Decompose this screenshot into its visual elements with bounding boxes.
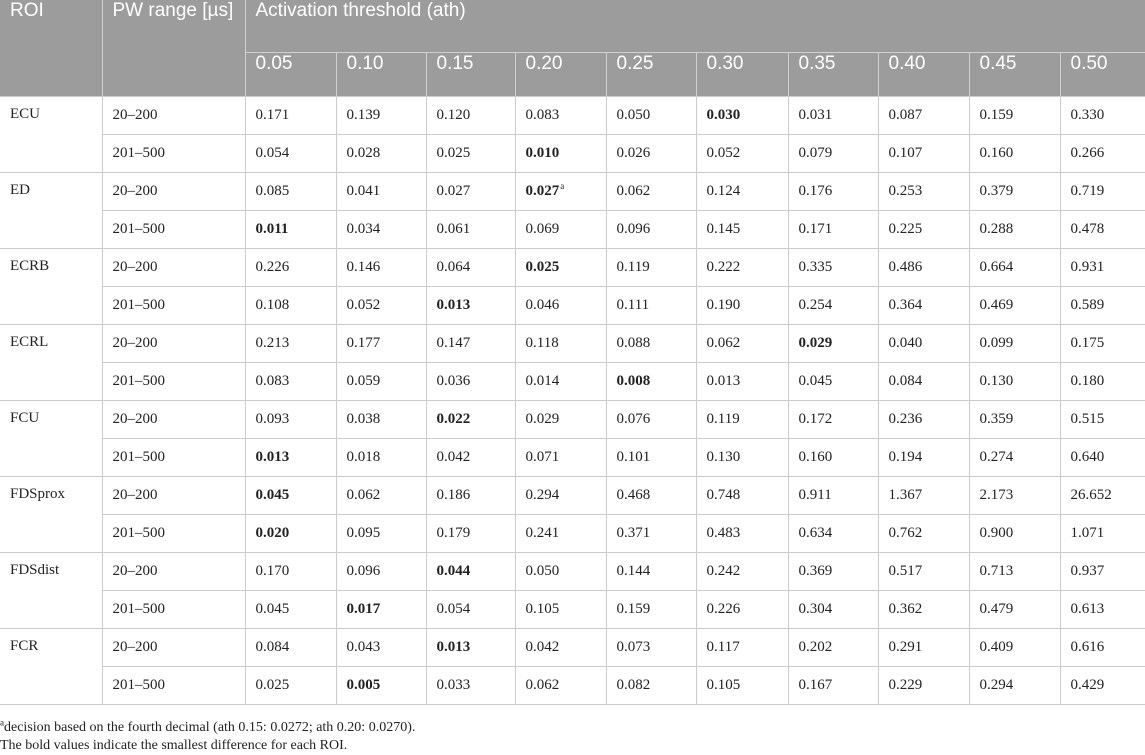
value-cell: 0.062 — [515, 667, 606, 705]
value-cell: 0.119 — [696, 401, 788, 439]
value-cell: 0.171 — [788, 211, 878, 249]
value-cell: 0.111 — [606, 287, 696, 325]
value-cell: 0.294 — [515, 477, 606, 515]
value-cell: 0.083 — [515, 97, 606, 135]
value-cell: 0.335 — [788, 249, 878, 287]
value-cell — [515, 173, 606, 211]
value-cell: 0.144 — [606, 553, 696, 591]
value-cell: 0.409 — [969, 629, 1060, 667]
value-cell: 0.146 — [336, 249, 426, 287]
value-cell: 0.041 — [336, 173, 426, 211]
value-cell: 0.171 — [245, 97, 336, 135]
value-cell: 0.160 — [969, 135, 1060, 173]
value-cell: 0.177 — [336, 325, 426, 363]
value-cell: 0.124 — [696, 173, 788, 211]
value-cell: 0.050 — [606, 97, 696, 135]
value-cell: 0.241 — [515, 515, 606, 553]
value-cell: 0.028 — [336, 135, 426, 173]
value-cell: 0.634 — [788, 515, 878, 553]
value-cell: 0.018 — [336, 439, 426, 477]
smallest-value: 0.013 — [436, 297, 471, 313]
table-row — [0, 173, 1145, 211]
value-cell: 0.429 — [1060, 667, 1145, 705]
value-cell: 0.172 — [788, 401, 878, 439]
value-cell — [606, 363, 696, 401]
value-cell: 0.120 — [426, 97, 515, 135]
value-cell: 0.027 — [426, 173, 515, 211]
value-cell: 1.367 — [878, 477, 969, 515]
table-row — [0, 439, 1145, 477]
value-cell — [245, 477, 336, 515]
smallest-value: 0.011 — [255, 221, 289, 237]
value-cell: 0.031 — [788, 97, 878, 135]
value-cell: 0.139 — [336, 97, 426, 135]
roi-cell: FCR — [0, 629, 102, 705]
value-cell: 0.640 — [1060, 439, 1145, 477]
value-cell: 0.719 — [1060, 173, 1145, 211]
table-row — [0, 667, 1145, 705]
value-cell: 0.517 — [878, 553, 969, 591]
pw-range-cell: 201–500 — [102, 135, 245, 173]
value-cell: 0.359 — [969, 401, 1060, 439]
value-cell: 0.064 — [426, 249, 515, 287]
value-cell: 0.046 — [515, 287, 606, 325]
value-cell: 0.202 — [788, 629, 878, 667]
pw-range-cell: 20–200 — [102, 553, 245, 591]
value-cell: 0.107 — [878, 135, 969, 173]
table-row — [0, 515, 1145, 553]
value-cell: 0.229 — [878, 667, 969, 705]
value-cell: 0.147 — [426, 325, 515, 363]
table-row — [0, 97, 1145, 135]
value-cell: 0.379 — [969, 173, 1060, 211]
value-cell: 0.762 — [878, 515, 969, 553]
value-cell: 0.101 — [606, 439, 696, 477]
smallest-value: 0.030 — [706, 107, 741, 123]
value-cell: 0.226 — [245, 249, 336, 287]
value-cell: 0.330 — [1060, 97, 1145, 135]
value-cell: 0.362 — [878, 591, 969, 629]
header-threshold: 0.05 — [245, 53, 336, 97]
value-cell: 0.069 — [515, 211, 606, 249]
smallest-value: 0.025 — [525, 259, 560, 275]
value-cell: 0.087 — [878, 97, 969, 135]
value-cell — [515, 249, 606, 287]
smallest-value: 0.044 — [436, 563, 471, 579]
value-cell: 0.266 — [1060, 135, 1145, 173]
value-cell: 0.045 — [788, 363, 878, 401]
footnote-a-mark: a — [0, 717, 4, 728]
roi-cell: ECRL — [0, 325, 102, 401]
footnote-a — [0, 719, 415, 737]
table-row — [0, 325, 1145, 363]
pw-range-cell: 201–500 — [102, 591, 245, 629]
roi-cell: FCU — [0, 401, 102, 477]
value-cell: 0.036 — [426, 363, 515, 401]
smallest-value: 0.010 — [525, 145, 560, 161]
value-cell: 0.486 — [878, 249, 969, 287]
value-cell: 0.371 — [606, 515, 696, 553]
value-cell: 0.061 — [426, 211, 515, 249]
pw-range-cell: 20–200 — [102, 629, 245, 667]
value-cell: 0.226 — [696, 591, 788, 629]
value-cell: 0.025 — [426, 135, 515, 173]
value-cell: 0.186 — [426, 477, 515, 515]
value-cell: 0.050 — [515, 553, 606, 591]
value-cell: 0.236 — [878, 401, 969, 439]
value-cell: 26.652 — [1060, 477, 1145, 515]
value-cell: 0.213 — [245, 325, 336, 363]
header-roi: ROI — [0, 0, 102, 97]
header-threshold: 0.10 — [336, 53, 426, 97]
value-cell: 0.483 — [696, 515, 788, 553]
value-cell: 0.369 — [788, 553, 878, 591]
value-cell: 0.033 — [426, 667, 515, 705]
value-cell — [245, 211, 336, 249]
value-cell: 0.175 — [1060, 325, 1145, 363]
table-row — [0, 401, 1145, 439]
smallest-value: 0.013 — [436, 639, 471, 655]
value-cell: 0.013 — [696, 363, 788, 401]
table-row — [0, 477, 1145, 515]
value-cell — [245, 515, 336, 553]
value-cell — [245, 439, 336, 477]
table-row — [0, 591, 1145, 629]
value-cell: 0.071 — [515, 439, 606, 477]
value-cell: 0.713 — [969, 553, 1060, 591]
header-threshold: 0.45 — [969, 53, 1060, 97]
value-cell: 0.052 — [696, 135, 788, 173]
value-cell — [696, 97, 788, 135]
value-cell — [336, 591, 426, 629]
value-cell: 0.083 — [245, 363, 336, 401]
header-threshold: 0.35 — [788, 53, 878, 97]
value-cell: 0.937 — [1060, 553, 1145, 591]
smallest-value: 0.029 — [798, 335, 833, 351]
value-cell: 0.160 — [788, 439, 878, 477]
pw-range-cell: 20–200 — [102, 477, 245, 515]
smallest-value: 0.020 — [255, 525, 290, 541]
value-cell: 0.479 — [969, 591, 1060, 629]
value-cell: 0.034 — [336, 211, 426, 249]
value-cell: 0.589 — [1060, 287, 1145, 325]
value-cell: 0.045 — [245, 591, 336, 629]
table-row — [0, 211, 1145, 249]
value-cell — [426, 287, 515, 325]
value-cell: 0.073 — [606, 629, 696, 667]
pw-range-cell: 20–200 — [102, 401, 245, 439]
value-cell: 0.159 — [969, 97, 1060, 135]
value-cell: 0.040 — [878, 325, 969, 363]
table-body — [0, 97, 1145, 705]
value-cell: 0.613 — [1060, 591, 1145, 629]
value-cell: 0.130 — [696, 439, 788, 477]
header-threshold: 0.25 — [606, 53, 696, 97]
value-cell: 0.025 — [245, 667, 336, 705]
smallest-value: 0.022 — [436, 411, 471, 427]
value-cell: 0.478 — [1060, 211, 1145, 249]
value-cell: 0.105 — [696, 667, 788, 705]
pw-range-cell: 201–500 — [102, 287, 245, 325]
value-cell: 0.145 — [696, 211, 788, 249]
value-cell: 0.176 — [788, 173, 878, 211]
value-cell: 0.274 — [969, 439, 1060, 477]
value-cell: 0.364 — [878, 287, 969, 325]
value-cell: 0.029 — [515, 401, 606, 439]
value-cell — [426, 629, 515, 667]
roi-cell: FDSdist — [0, 553, 102, 629]
value-cell: 2.173 — [969, 477, 1060, 515]
value-cell: 0.088 — [606, 325, 696, 363]
pw-range-cell: 201–500 — [102, 211, 245, 249]
value-cell: 0.099 — [969, 325, 1060, 363]
smallest-value: 0.045 — [255, 487, 290, 503]
value-cell: 0.180 — [1060, 363, 1145, 401]
value-cell: 0.084 — [245, 629, 336, 667]
roi-cell: ECU — [0, 97, 102, 173]
value-cell: 0.062 — [336, 477, 426, 515]
value-cell: 0.253 — [878, 173, 969, 211]
value-cell: 0.062 — [696, 325, 788, 363]
pw-range-cell: 20–200 — [102, 97, 245, 135]
value-cell: 0.616 — [1060, 629, 1145, 667]
value-cell: 0.014 — [515, 363, 606, 401]
value-cell: 0.096 — [336, 553, 426, 591]
table-row — [0, 629, 1145, 667]
footnotes — [0, 719, 415, 755]
table-row — [0, 363, 1145, 401]
header-threshold: 0.50 — [1060, 53, 1145, 97]
footnote-a-text: decision based on the fourth decimal (ath 0.15: 0.0272; ath 0.20: 0.0270). — [4, 720, 416, 735]
header-activation-threshold: Activation threshold (ath) — [245, 0, 1145, 53]
roi-cell: FDSprox — [0, 477, 102, 553]
value-cell: 0.026 — [606, 135, 696, 173]
roi-cell: ECRB — [0, 249, 102, 325]
value-cell: 0.911 — [788, 477, 878, 515]
value-cell: 0.159 — [606, 591, 696, 629]
smallest-value: 0.017 — [346, 601, 381, 617]
value-cell: 0.664 — [969, 249, 1060, 287]
value-cell: 0.054 — [245, 135, 336, 173]
value-cell: 0.304 — [788, 591, 878, 629]
pw-range-cell: 201–500 — [102, 667, 245, 705]
value-cell: 0.096 — [606, 211, 696, 249]
table-row — [0, 135, 1145, 173]
smallest-value: 0.005 — [346, 677, 381, 693]
pw-range-cell: 20–200 — [102, 173, 245, 211]
footnote-marker: a — [560, 181, 565, 191]
header-row-top — [0, 0, 1145, 53]
value-cell: 0.194 — [878, 439, 969, 477]
value-cell: 0.469 — [969, 287, 1060, 325]
pw-range-cell: 20–200 — [102, 325, 245, 363]
value-cell: 0.084 — [878, 363, 969, 401]
value-cell: 0.167 — [788, 667, 878, 705]
value-cell: 0.038 — [336, 401, 426, 439]
smallest-value: 0.027 — [525, 183, 560, 199]
value-cell — [426, 401, 515, 439]
value-cell: 0.170 — [245, 553, 336, 591]
header-threshold: 0.40 — [878, 53, 969, 97]
pw-range-cell: 201–500 — [102, 515, 245, 553]
value-cell: 0.254 — [788, 287, 878, 325]
value-cell: 0.225 — [878, 211, 969, 249]
smallest-value: 0.013 — [255, 449, 290, 465]
value-cell: 0.105 — [515, 591, 606, 629]
value-cell: 0.082 — [606, 667, 696, 705]
pw-range-cell: 20–200 — [102, 249, 245, 287]
value-cell: 0.515 — [1060, 401, 1145, 439]
value-cell — [788, 325, 878, 363]
smallest-value: 0.008 — [616, 373, 651, 389]
value-cell: 0.468 — [606, 477, 696, 515]
value-cell: 0.079 — [788, 135, 878, 173]
value-cell: 0.288 — [969, 211, 1060, 249]
value-cell: 0.118 — [515, 325, 606, 363]
header-pw-range: PW range [µs] — [102, 0, 245, 97]
value-cell: 0.119 — [606, 249, 696, 287]
value-cell: 0.076 — [606, 401, 696, 439]
value-cell: 0.748 — [696, 477, 788, 515]
value-cell: 0.054 — [426, 591, 515, 629]
value-cell: 0.059 — [336, 363, 426, 401]
value-cell: 0.931 — [1060, 249, 1145, 287]
value-cell: 0.042 — [426, 439, 515, 477]
value-cell: 0.052 — [336, 287, 426, 325]
value-cell: 0.291 — [878, 629, 969, 667]
table-row — [0, 287, 1145, 325]
value-cell: 0.179 — [426, 515, 515, 553]
value-cell: 0.062 — [606, 173, 696, 211]
footnote-bold: The bold values indicate the smallest difference for each ROI. — [0, 738, 348, 753]
pw-range-cell: 201–500 — [102, 363, 245, 401]
value-cell: 0.294 — [969, 667, 1060, 705]
table-row — [0, 249, 1145, 287]
value-cell: 0.095 — [336, 515, 426, 553]
value-cell: 0.117 — [696, 629, 788, 667]
value-cell: 1.071 — [1060, 515, 1145, 553]
header-threshold: 0.20 — [515, 53, 606, 97]
value-cell: 0.108 — [245, 287, 336, 325]
value-cell: 0.222 — [696, 249, 788, 287]
pw-range-cell: 201–500 — [102, 439, 245, 477]
value-cell — [336, 667, 426, 705]
table-row — [0, 553, 1145, 591]
value-cell — [515, 135, 606, 173]
value-cell — [426, 553, 515, 591]
value-cell: 0.043 — [336, 629, 426, 667]
value-cell: 0.093 — [245, 401, 336, 439]
value-cell: 0.190 — [696, 287, 788, 325]
header-threshold: 0.30 — [696, 53, 788, 97]
roi-cell: ED — [0, 173, 102, 249]
value-cell: 0.130 — [969, 363, 1060, 401]
value-cell: 0.900 — [969, 515, 1060, 553]
header-threshold: 0.15 — [426, 53, 515, 97]
value-cell: 0.242 — [696, 553, 788, 591]
value-cell: 0.085 — [245, 173, 336, 211]
value-cell: 0.042 — [515, 629, 606, 667]
